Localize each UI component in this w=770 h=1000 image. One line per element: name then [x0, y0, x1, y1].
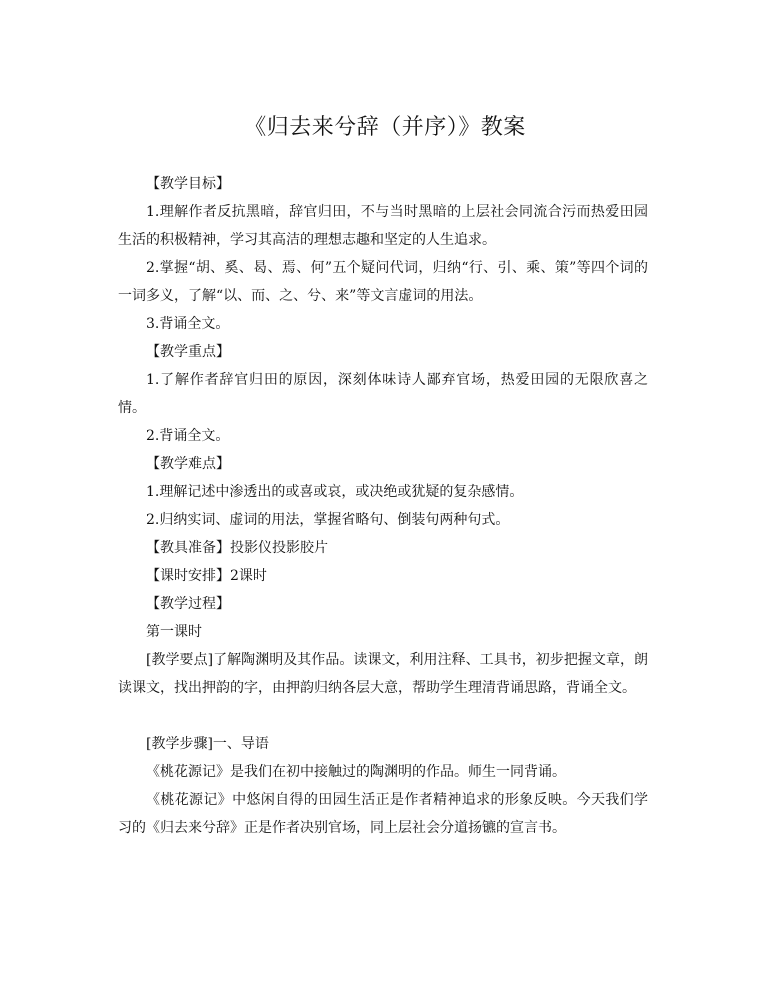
paragraph-steps: [教学步骤]一、导语 [146, 736, 269, 752]
paragraph-lesson-points: [教学要点]了解陶渊明及其作品。读课文，利用注释、工具书，初步把握文章，朗读课文，找出押韵的字，由押韵归纳各层大意，帮助学生理清背诵思路，背诵全文。 [118, 652, 648, 696]
document-title: 《归去来兮辞（并序）》教案 [244, 115, 526, 140]
section-heading-goals: 【教学目标】 [146, 176, 230, 192]
section-heading-difficulty: 【教学难点】 [146, 456, 230, 472]
paragraph-key-1: 1.了解作者辞官归田的原因，深刻体味诗人鄙弃官场，热爱田园的无限欣喜之情。 [118, 372, 648, 416]
paragraph-key-2: 2.背诵全文。 [146, 428, 230, 444]
paragraph-goal-3: 3.背诵全文。 [146, 316, 230, 332]
paragraph-goal-1: 1.理解作者反抗黑暗，辞官归田，不与当时黑暗的上层社会同流合污而热爱田园生活的积极精神，学习其高洁的理想志趣和坚定的人生追求。 [118, 204, 648, 248]
document-body [118, 170, 648, 842]
paragraph-goal-2: 2.掌握“胡、奚、曷、焉、何”五个疑问代词，归纳“行、引、乘、策”等四个词的一词多义，了解“以、而、之、兮、来”等文言虚词的用法。 [118, 260, 648, 304]
paragraph-tools: 【教具准备】投影仪投影胶片 [146, 540, 328, 556]
paragraph-lesson-one: 第一课时 [146, 624, 202, 640]
paragraph-intro-2: 《桃花源记》中悠闲自得的田园生活正是作者精神追求的形象反映。今天我们学习的《归去来兮辞》正是作者决别官场，同上层社会分道扬镳的宣言书。 [118, 792, 648, 836]
paragraph-schedule: 【课时安排】2课时 [146, 568, 267, 584]
blank-line [118, 702, 648, 730]
paragraph-intro-1: 《桃花源记》是我们在初中接触过的陶渊明的作品。师生一同背诵。 [146, 764, 566, 780]
section-heading-process: 【教学过程】 [146, 596, 230, 612]
paragraph-difficulty-1: 1.理解记述中渗透出的或喜或哀，或决绝或犹疑的复杂感情。 [146, 484, 524, 500]
paragraph-difficulty-2: 2.归纳实词、虚词的用法，掌握省略句、倒装句两种句式。 [146, 512, 510, 528]
section-heading-key: 【教学重点】 [146, 344, 230, 360]
